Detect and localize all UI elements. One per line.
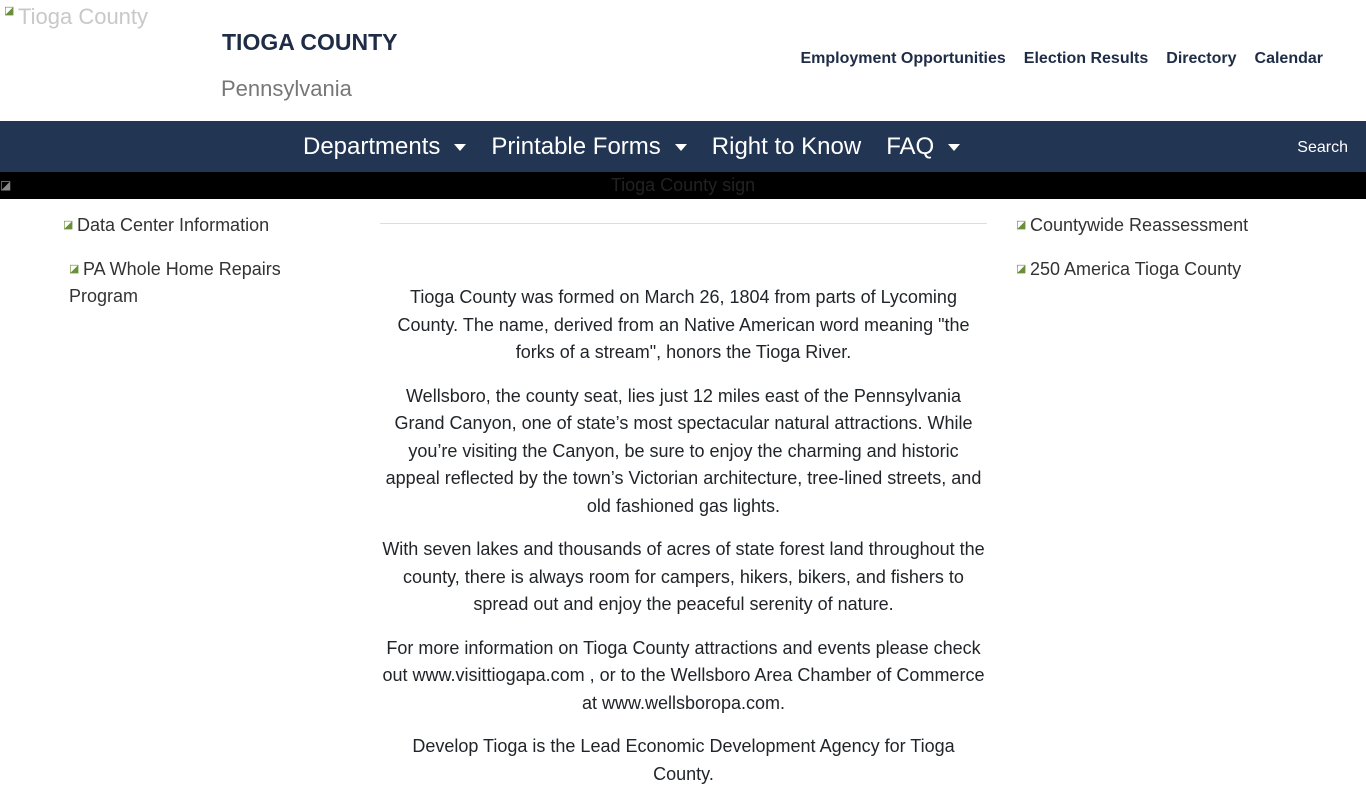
site-subtitle: Pennsylvania (221, 76, 352, 101)
broken-image-icon: ◪ (69, 263, 80, 275)
nav-printable-forms[interactable]: Printable Forms (491, 133, 686, 161)
search-button[interactable]: Search (1297, 139, 1348, 156)
left-link-home-repairs[interactable]: ◪ PA Whole Home Repairs Program (69, 256, 329, 310)
broken-image-icon: ◪ (63, 219, 74, 231)
nav-right-to-know[interactable]: Right to Know (711, 133, 862, 160)
logo-image[interactable]: ◪ Tioga County (4, 4, 149, 29)
top-links (800, 50, 1323, 68)
broken-image-icon: ◪ (1016, 219, 1027, 231)
broken-image-icon: ◪ (0, 178, 12, 192)
main-content (380, 223, 987, 804)
right-link-reassessment[interactable]: ◪ Countywide Reassessment (1016, 212, 1248, 239)
banner-image: ◪ Tioga County sign (0, 172, 1366, 199)
link-calendar[interactable]: Calendar (1254, 50, 1323, 67)
caret-down-icon (675, 144, 687, 151)
paragraph: Tioga County was formed on March 26, 1804 from parts of Lycoming County. The name, derived from an Native American word meaning "the forks of a stream", honors the Tioga River. (397, 287, 970, 362)
paragraph: For more information on Tioga County attractions and events please check out www.visittiogapa.com , or to the Wellsboro Area Chamber of Commerce at www.wellsboropa.com. (382, 637, 985, 713)
nav-faq[interactable]: FAQ (886, 133, 960, 161)
right-link-250-america[interactable]: ◪ 250 America Tioga County (1016, 256, 1241, 283)
left-link-data-center[interactable]: ◪ Data Center Information (63, 212, 269, 239)
broken-image-icon: ◪ (4, 5, 15, 17)
site-title[interactable]: TIOGA COUNTY (222, 29, 398, 55)
broken-image-icon: ◪ (1016, 263, 1027, 275)
paragraph: Wellsboro, the county seat, lies just 12 miles east of the Pennsylvania Grand Canyon, one of state’s most spectacular natural attractions. While you’re visiting the Canyon, be sure to enjoy the charming and historic appeal reflected by the town’s Victorian architecture, tree-lined streets, and old fashioned gas lights. (385, 385, 982, 516)
link-directory[interactable]: Directory (1166, 50, 1237, 67)
link-election-results[interactable]: Election Results (1023, 50, 1149, 67)
paragraph: Develop Tioga is the Lead Economic Development Agency for Tioga County. (412, 736, 955, 784)
caret-down-icon (948, 144, 960, 151)
link-employment[interactable]: Employment Opportunities (800, 50, 1006, 67)
paragraph: With seven lakes and thousands of acres of state forest land throughout the county, there is always room for campers, hikers, bikers, and fishers to spread out and enjoy the peaceful serenity of nature. (382, 539, 985, 614)
main-nav (0, 121, 1366, 172)
caret-down-icon (454, 144, 466, 151)
nav-departments[interactable]: Departments (303, 133, 466, 161)
